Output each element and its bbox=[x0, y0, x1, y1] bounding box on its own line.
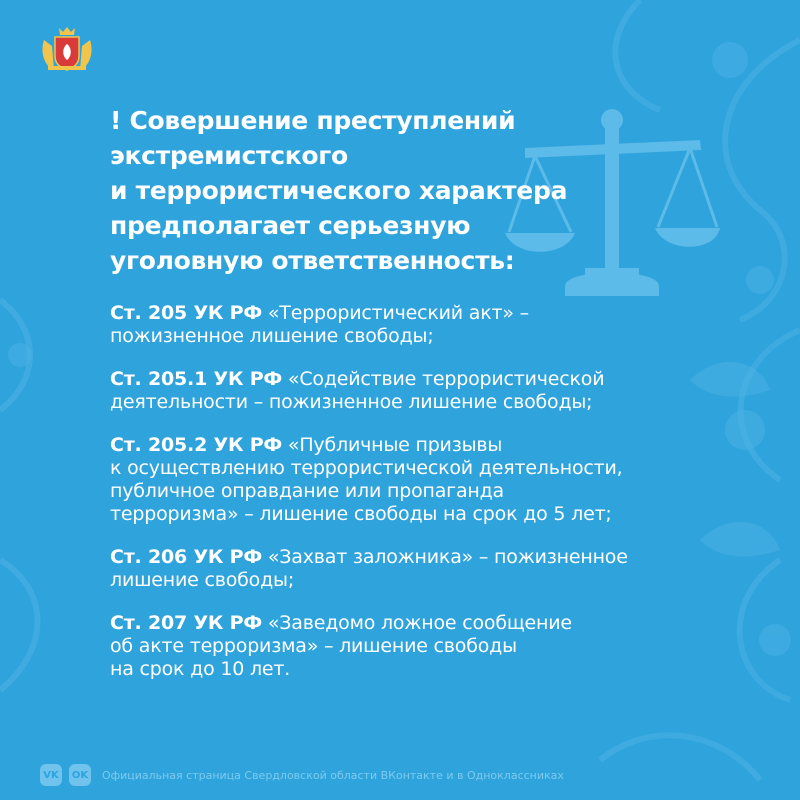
sverdlovsk-coat-of-arms-icon bbox=[40, 26, 94, 72]
title-line: уголовную ответственность: bbox=[110, 246, 515, 275]
article-ref: Ст. 206 УК РФ bbox=[110, 546, 263, 568]
article-ref: Ст. 205 УК РФ bbox=[110, 302, 263, 324]
article-text: на срок до 10 лет. bbox=[110, 658, 291, 680]
article-text: об акте терроризма» – лишение свободы bbox=[110, 635, 517, 657]
article-text: деятельности – пожизненное лишение свободы; bbox=[110, 391, 593, 413]
article-ref: Ст. 205.1 УК РФ bbox=[110, 368, 283, 390]
title-line: экстремистского bbox=[110, 141, 348, 170]
article-text: к осуществлению террористической деятельности, bbox=[110, 457, 623, 479]
article-text: «Захват заложника» – пожизненное bbox=[267, 546, 628, 568]
article-item bbox=[110, 368, 760, 414]
article-item bbox=[110, 302, 760, 348]
article-text: «Содействие террористической bbox=[287, 368, 605, 390]
footer-text: Официальная страница Свердловской области ВКонтакте и в Одноклассниках bbox=[102, 768, 564, 782]
title-line: и террористического характера bbox=[110, 176, 568, 205]
title-line: предполагает серьезную bbox=[110, 211, 471, 240]
article-text: «Заведомо ложное сообщение bbox=[267, 612, 572, 634]
article-ref: Ст. 207 УК РФ bbox=[110, 612, 263, 634]
vk-icon[interactable]: VK bbox=[40, 764, 62, 786]
article-ref: Ст. 205.2 УК РФ bbox=[110, 434, 283, 456]
article-item bbox=[110, 434, 760, 526]
articles-list bbox=[110, 302, 760, 701]
article-item bbox=[110, 612, 760, 681]
article-text: терроризма» – лишение свободы на срок до 5 лет; bbox=[110, 503, 612, 525]
odnoklassniki-icon[interactable]: OK bbox=[69, 764, 91, 786]
page-title bbox=[110, 103, 710, 278]
article-text: публичное оправдание или пропаганда bbox=[110, 480, 504, 502]
footer bbox=[40, 764, 564, 786]
article-text: «Публичные призывы bbox=[287, 434, 503, 456]
article-text: пожизненное лишение свободы; bbox=[110, 325, 434, 347]
title-line: ! Совершение преступлений bbox=[110, 106, 516, 135]
article-item bbox=[110, 546, 760, 592]
article-text: лишение свободы; bbox=[110, 569, 295, 591]
article-text: «Террористический акт» – bbox=[267, 302, 529, 324]
